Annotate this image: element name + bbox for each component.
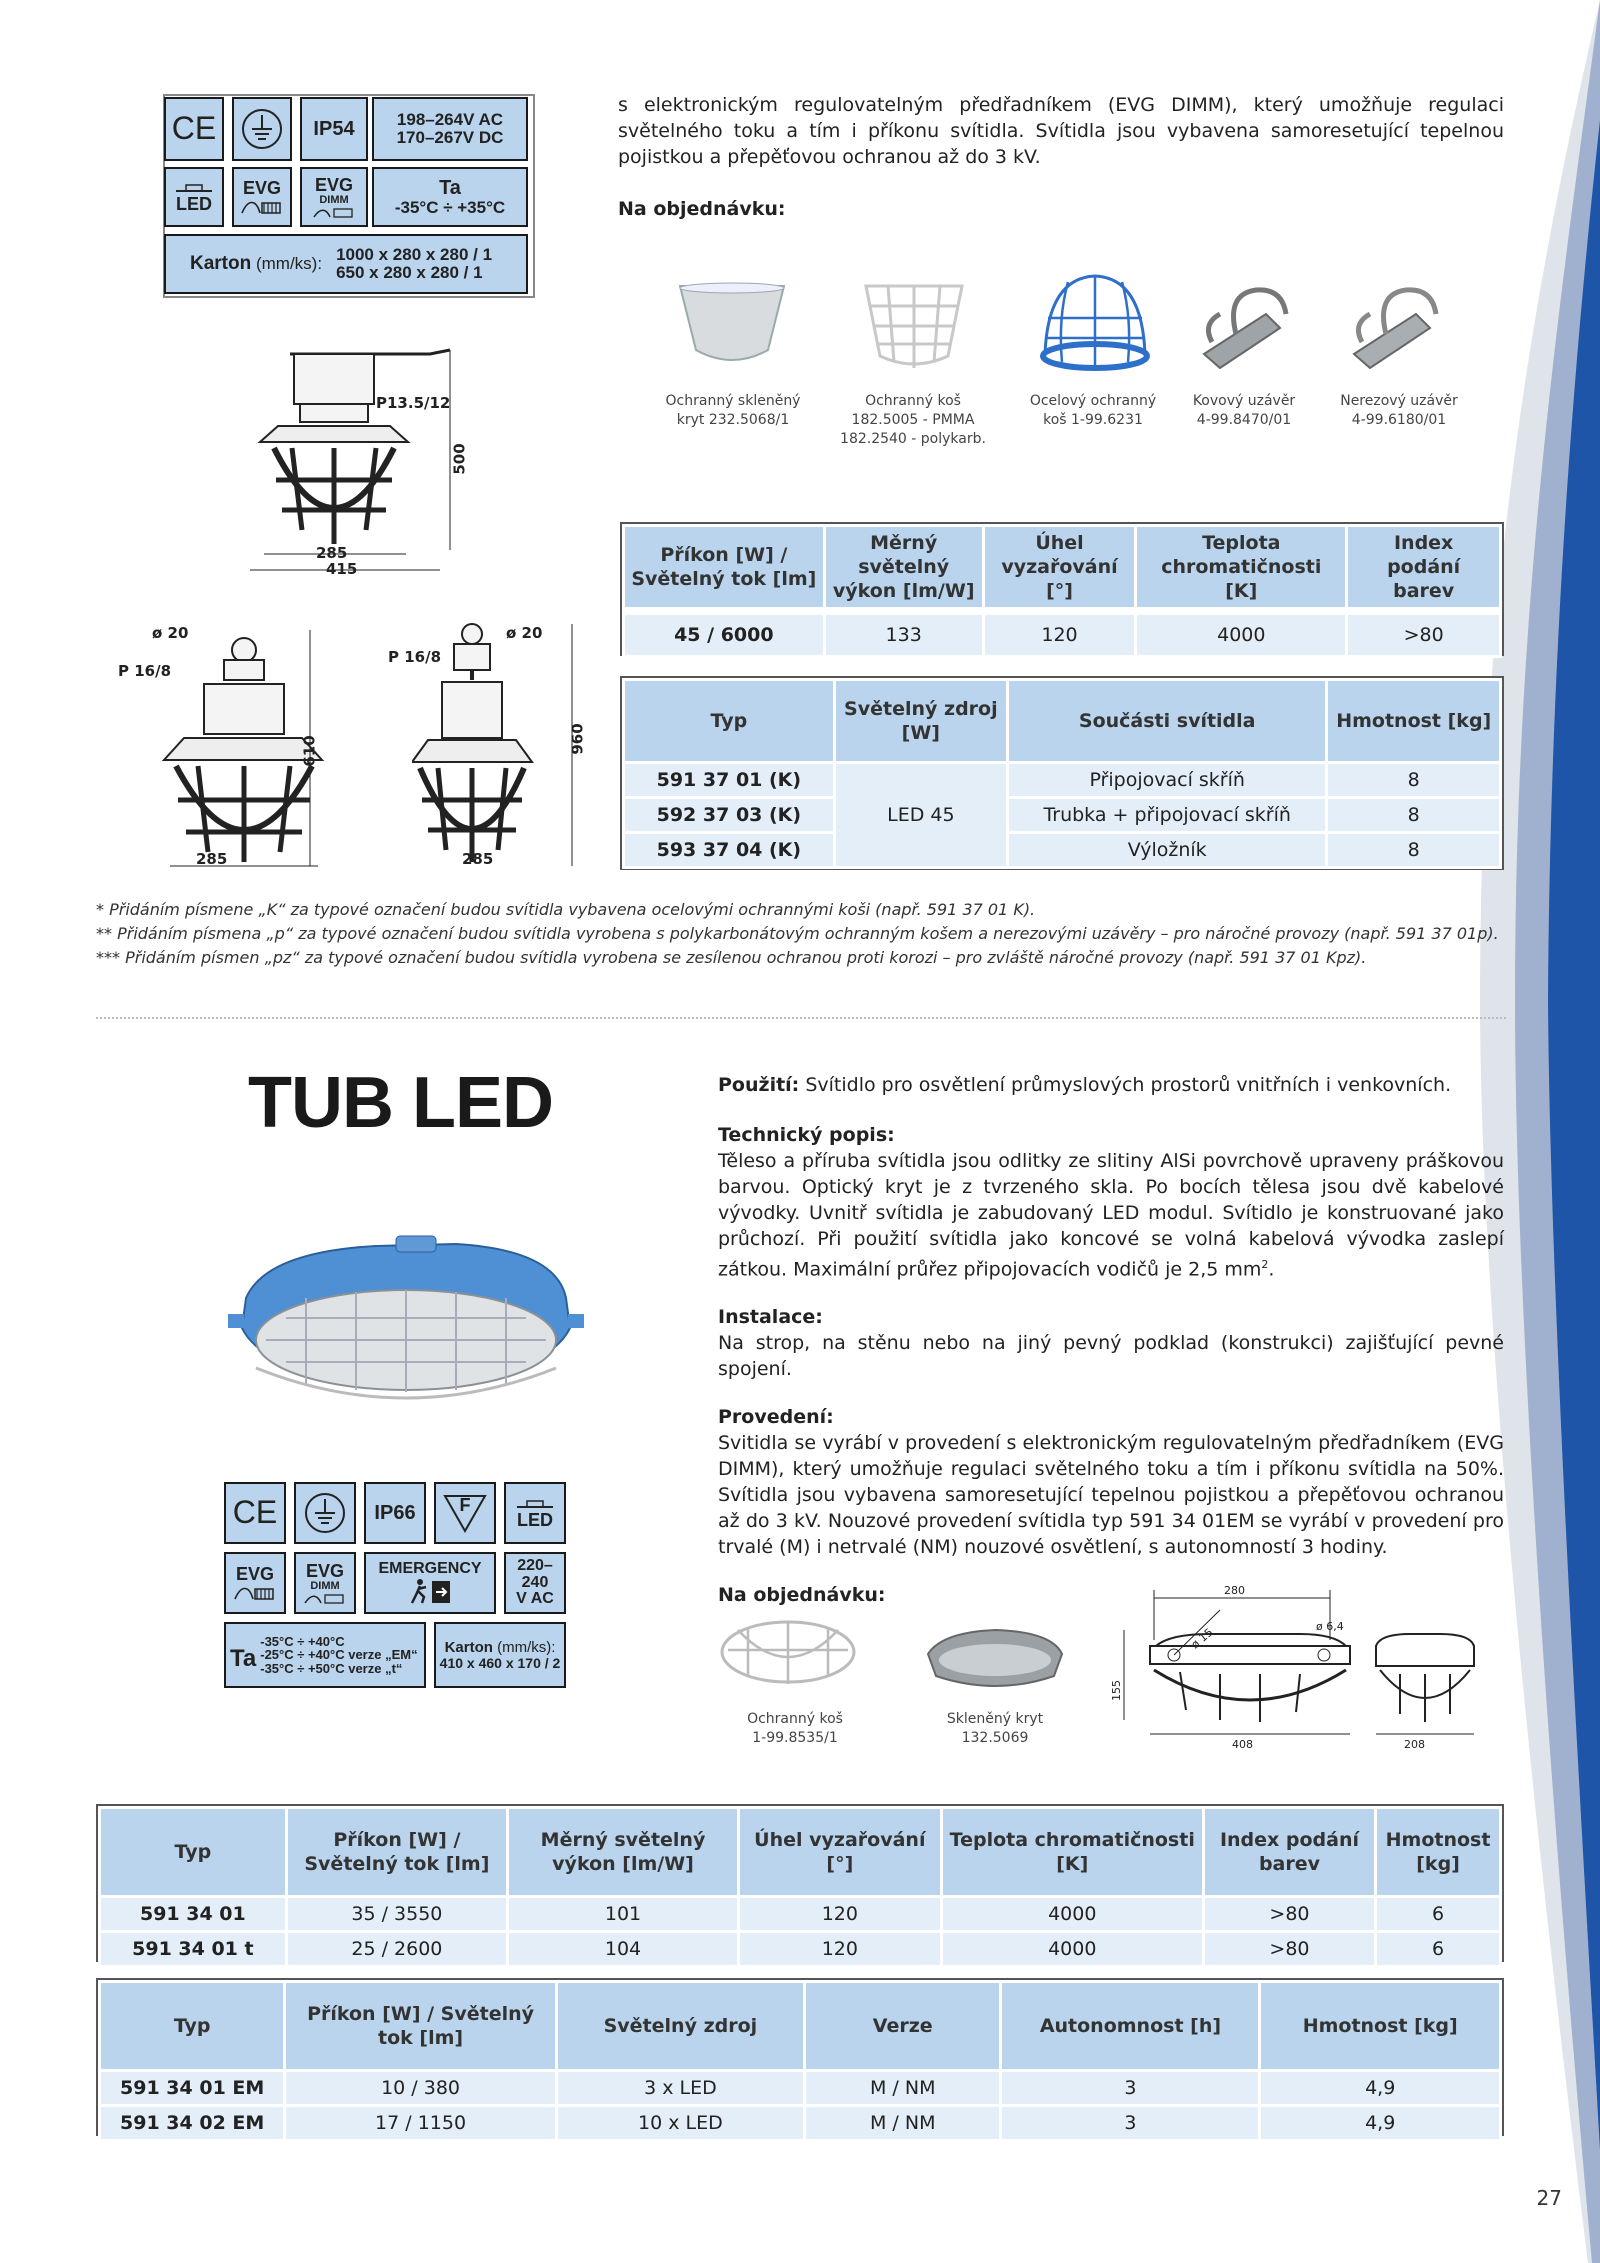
karton-line1: 1000 x 280 x 280 / 1	[336, 245, 493, 265]
steel-basket-image	[1038, 268, 1152, 372]
led-label-2: LED	[517, 1509, 553, 1530]
dim-d2-p: P 16/8	[118, 662, 172, 680]
karton-unit: (mm/ks):	[255, 254, 323, 274]
tub-accessory-2-code: 132.5069	[961, 1730, 1029, 1746]
stainless-cap-image	[1346, 284, 1442, 370]
earth-ground-icon-2	[294, 1482, 356, 1544]
accessory-1-name: Ochranný skleněný	[665, 393, 801, 409]
t3-r1-cct: 4000	[941, 1897, 1203, 1932]
protective-basket-image	[862, 280, 966, 372]
led-lamp-icon-2	[515, 1497, 555, 1511]
karton-badge-2	[434, 1622, 566, 1688]
ballast-icon	[240, 197, 284, 215]
dim-d3-dia: ø 20	[506, 624, 543, 642]
tub-led-drawing	[1110, 1580, 1520, 1760]
metal-cap-image	[1196, 284, 1292, 370]
t4-r2-autonomy: 3	[1001, 2106, 1260, 2141]
dimm-ballast-icon	[312, 206, 356, 218]
t2-part-1: Připojovací skříň	[1007, 763, 1327, 798]
dim-line-d2	[300, 630, 320, 870]
use-text: Svítidlo pro osvětlení průmyslových prostorů vnitřních i venkovních.	[805, 1074, 1452, 1096]
t2-type-2: 592 37 03 (K)	[624, 798, 835, 833]
install-label: Instalace:	[718, 1306, 823, 1329]
dim-d3-h: 960	[568, 723, 587, 755]
table-row	[100, 1897, 1501, 1932]
t4-r1-mass: 4,9	[1260, 2071, 1501, 2106]
emergency-badge	[364, 1552, 496, 1614]
t4-r2-type: 591 34 02 EM	[100, 2106, 285, 2141]
voltage-dc: 170–267V DC	[396, 128, 504, 147]
tub-dim-top: 280	[1224, 1584, 1245, 1597]
tub-accessory-1-name: Ochranný koš	[747, 1711, 843, 1727]
accessory-caption-3	[1010, 392, 1176, 430]
accessory-caption-2	[828, 392, 998, 449]
t1-h-cri: Index podání barev	[1347, 526, 1501, 612]
dimm-ballast-icon-2	[303, 1592, 347, 1604]
t3-r2-angle: 120	[738, 1932, 941, 1967]
t3-r2-cct: 4000	[941, 1932, 1203, 1967]
ta-label-2: Ta	[230, 1645, 257, 1673]
evg-dimm-badge	[300, 167, 368, 227]
accessory-2-name: Ochranný koš	[865, 393, 961, 409]
accessory-4-name: Kovový uzávěr	[1192, 393, 1296, 409]
table-row	[100, 2106, 1501, 2141]
led-lamp-icon	[174, 181, 214, 195]
footnote-1: * Přidáním písmene „K“ za typové označení budou svítidla vybavena ocelovými ochrannými koši (např. 591 37 01 K).	[96, 900, 1036, 919]
accessory-2-code2: 182.2540 - polykarb.	[840, 431, 986, 447]
t1-cct: 4000	[1136, 611, 1347, 657]
dim-d2-h: 610	[300, 735, 319, 767]
t3-h-type: Typ	[100, 1808, 287, 1897]
tech-end: .	[1268, 1258, 1275, 1281]
dim-d1-h: 500	[450, 443, 469, 475]
evg-badge-2	[224, 1552, 286, 1614]
ta-line1: -35°C ÷ +40°C	[260, 1633, 345, 1649]
t3-h-cct: Teplota chromatičnosti [K]	[941, 1808, 1203, 1897]
tub-glass-cover-image	[922, 1626, 1068, 1698]
evg-dimm-top: EVG	[314, 174, 353, 195]
design-text: Svitidla se vyrábí v provedení s elektronickým regulovatelným předřadníkem (EVG DIMM), který umožňuje regulaci světelného toku a tím i příkonu svítidla na 50%. Svítidla jsou vybavena samoresetující tepelnou pojistkou a přepěťovou ochranou až do 3 kV. Nouzové provedení svítidla typ 591 34 01EM se vyrábí v provedení pro trvalé (M) i netrvalé (NM) nouzové osvětlení, s autonomností 3 hodiny.	[718, 1432, 1504, 1559]
evg-dimm-badge-2	[294, 1552, 356, 1614]
table-row	[624, 798, 1501, 833]
install-text: Na strop, na stěnu nebo na jiný pevný podklad (konstrukci) zajišťující pevné spojení.	[718, 1332, 1504, 1381]
t2-source: LED 45	[834, 763, 1007, 868]
top-order-heading: Na objednávku:	[618, 198, 786, 220]
t2-type-3: 593 37 04 (K)	[624, 833, 835, 868]
spec-table-3	[98, 1806, 1502, 1968]
accessory-3-code: koš 1-99.6231	[1043, 412, 1143, 428]
t1-h-power: Příkon [W] / Světelný tok [lm]	[624, 526, 825, 612]
accessory-2-code: 182.5005 - PMMA	[851, 412, 975, 428]
evg-label-2: EVG	[235, 1563, 274, 1584]
t4-r2-source: 10 x LED	[556, 2106, 804, 2141]
ip-rating-badge: IP54	[300, 97, 368, 161]
ta-badge	[372, 167, 528, 227]
evg-badge	[232, 167, 292, 227]
table-row	[624, 611, 1501, 657]
ce-mark: CE	[164, 97, 224, 161]
karton-badge	[164, 234, 528, 294]
voltage-badge-2	[504, 1552, 566, 1614]
t4-h-mass: Hmotnost [kg]	[1260, 1982, 1501, 2071]
t3-r2-type: 591 34 01 t	[100, 1932, 287, 1967]
t1-h-angle: Úhel vyzařování [°]	[983, 526, 1136, 612]
t3-r1-cri: >80	[1203, 1897, 1375, 1932]
ta-badge-2	[224, 1622, 426, 1688]
t3-r1-type: 591 34 01	[100, 1897, 287, 1932]
t2-h-source: Světelný zdroj [W]	[834, 680, 1007, 763]
emergency-exit-icon	[408, 1577, 452, 1605]
evg-label: EVG	[242, 177, 281, 198]
ce-mark-2: CE	[224, 1482, 286, 1544]
ta-range: -35°C ÷ +35°C	[394, 197, 506, 217]
tub-dim-h: 155	[1110, 1680, 1123, 1701]
table3-header-row	[100, 1808, 1501, 1897]
t3-r2-power: 25 / 2600	[286, 1932, 507, 1967]
table4-header-row	[100, 1982, 1501, 2071]
bottom-description	[718, 1072, 1504, 1608]
t1-cri: >80	[1347, 611, 1501, 657]
tub-basket-image	[718, 1610, 858, 1692]
accessory-caption-4	[1164, 392, 1324, 430]
voltage-2-line2: V AC	[516, 1590, 554, 1608]
t3-r2-cri: >80	[1203, 1932, 1375, 1967]
tub-dim-bolt: ø 6,4	[1316, 1620, 1344, 1633]
led-badge-2	[504, 1482, 566, 1544]
voltage-2-line1: 220–240	[517, 1556, 553, 1591]
ballast-icon-2	[233, 1583, 277, 1601]
design-label: Provedení:	[718, 1406, 834, 1429]
accessory-5-name: Nerezový uzávěr	[1340, 393, 1458, 409]
t4-h-power: Příkon [W] / Světelný tok [lm]	[285, 1982, 556, 2071]
f-mark-label: F	[459, 1495, 471, 1515]
t2-type-1: 591 37 01 (K)	[624, 763, 835, 798]
t1-power: 45 / 6000	[624, 611, 825, 657]
t4-r2-version: M / NM	[805, 2106, 1001, 2141]
ta-line2: -25°C ÷ +40°C verze „EM“	[260, 1647, 418, 1663]
t2-mass-3: 8	[1327, 833, 1501, 868]
emergency-label: EMERGENCY	[378, 1559, 482, 1577]
led-label: LED	[176, 193, 212, 214]
t1-h-efficacy: Měrný světelný výkon [lm/W]	[824, 526, 983, 612]
karton-label: Karton	[190, 253, 252, 275]
glass-cover-image	[676, 280, 788, 370]
ip66-badge: IP66	[364, 1482, 426, 1544]
accessory-1-code: kryt 232.5068/1	[676, 412, 790, 428]
tub-accessory-caption-1	[712, 1710, 878, 1748]
t3-h-efficacy: Měrný světelný výkon [lm/W]	[508, 1808, 739, 1897]
footnote-3: *** Přidáním písmen „pz“ za typové označení budou svítidla vyrobena se zesílenou ochranou proti korozi – pro zvláště náročné provozy (např. 591 37 01 Kpz).	[96, 948, 1367, 967]
dim-d2-w: 285	[196, 850, 228, 868]
accessory-caption-5	[1316, 392, 1482, 430]
accessory-caption-1	[650, 392, 816, 430]
page-number: 27	[1536, 2186, 1562, 2210]
t2-mass-1: 8	[1327, 763, 1501, 798]
ta-line3: -35°C ÷ +50°C verze „t“	[260, 1660, 403, 1676]
bottom-order-heading: Na objednávku:	[718, 1584, 886, 1607]
t3-h-angle: Úhel vyzařování [°]	[738, 1808, 941, 1897]
t2-part-2: Trubka + připojovací skříň	[1007, 798, 1327, 833]
t1-efficacy: 133	[824, 611, 983, 657]
dim-d1-w2: 415	[326, 560, 358, 578]
karton-unit-2: (mm/ks):	[497, 1638, 556, 1656]
tub-dim-side: 208	[1404, 1738, 1425, 1751]
f-mark-badge	[434, 1482, 496, 1544]
tech-text: Těleso a příruba svítidla jsou odlitky ze slitiny AlSi povrchově upraveny práškovou barvou. Optický kryt je z tvrzeného skla. Po bocích tělesa jsou dvě kabelové vývodky. Uvnitř svítidla je zabudovaný LED modul. Svítidlo je konstruované jako průchozí. Při použití svítidla jako koncové se volná kabelová vývodka zaslepí zátkou. Maximální průřez připojovacích vodičů je 2,5 mm	[718, 1150, 1504, 1281]
led-badge	[164, 167, 224, 227]
t4-r1-autonomy: 3	[1001, 2071, 1260, 2106]
spec-table-4	[98, 1980, 1502, 2142]
evg-dimm-bottom: DIMM	[319, 193, 349, 206]
t4-h-autonomy: Autonomnost [h]	[1001, 1982, 1260, 2071]
dim-d1-p: P13.5/12	[376, 394, 451, 412]
table-row	[624, 833, 1501, 868]
tub-dim-dia: ø 15	[1188, 1625, 1216, 1652]
accessory-4-code: 4-99.8470/01	[1196, 412, 1292, 428]
t4-h-type: Typ	[100, 1982, 285, 2071]
t3-r1-efficacy: 101	[508, 1897, 739, 1932]
t2-mass-2: 8	[1327, 798, 1501, 833]
product-title: TUB LED	[248, 1063, 553, 1143]
t1-angle: 120	[983, 611, 1136, 657]
t4-r1-power: 10 / 380	[285, 2071, 556, 2106]
top-description: s elektronickým regulovatelným předřadníkem (EVG DIMM), který umožňuje regulaci světelného toku a tím i příkonu svítidla. Svítidla jsou vybavena samoresetující tepelnou pojistkou a přepěťovou ochranou až do 3 kV.	[618, 94, 1504, 168]
tub-led-product-image	[226, 1228, 586, 1408]
accessory-3-name: Ocelový ochranný	[1029, 393, 1157, 409]
footnote-2: ** Přidáním písmena „p“ za typové označení budou svítidla vyrobena s polykarbonátovým ochranným košem a nerezovými uzávěry – pro náročné provozy (např. 591 37 01p).	[96, 924, 1499, 943]
table-row	[100, 2071, 1501, 2106]
t4-h-source: Světelný zdroj	[556, 1982, 804, 2071]
accessory-5-code: 4-99.6180/01	[1351, 412, 1447, 428]
use-label: Použití:	[718, 1074, 800, 1096]
dim-d2-dia: ø 20	[152, 624, 189, 642]
t3-r1-angle: 120	[738, 1897, 941, 1932]
t2-part-3: Výložník	[1007, 833, 1327, 868]
karton-label-2: Karton	[444, 1638, 493, 1656]
t3-r2-efficacy: 104	[508, 1932, 739, 1967]
tech-sup: 2	[1261, 1258, 1269, 1271]
voltage-badge	[372, 97, 528, 161]
spec-table-1	[622, 524, 1502, 658]
t4-r2-power: 17 / 1150	[285, 2106, 556, 2141]
tub-accessory-2-name: Skleněný kryt	[946, 1711, 1044, 1727]
section-divider	[96, 1017, 1506, 1019]
table1-header-row	[624, 526, 1501, 612]
t1-h-cct: Teplota chromatičnosti [K]	[1136, 526, 1347, 612]
ta-label: Ta	[439, 176, 461, 199]
t2-h-mass: Hmotnost [kg]	[1327, 680, 1501, 763]
spec-table-2	[622, 678, 1502, 869]
t4-r1-type: 591 34 01 EM	[100, 2071, 285, 2106]
t3-r2-mass: 6	[1376, 1932, 1501, 1967]
dim-d1-w1: 285	[316, 544, 348, 562]
t2-h-parts: Součásti svítidla	[1007, 680, 1327, 763]
t3-r1-mass: 6	[1376, 1897, 1501, 1932]
dim-d3-w: 285	[462, 850, 494, 868]
tech-label: Technický popis:	[718, 1124, 895, 1146]
t4-r1-source: 3 x LED	[556, 2071, 804, 2106]
table-row	[100, 1932, 1501, 1967]
dim-d3-p: P 16/8	[388, 648, 442, 666]
t3-h-power: Příkon [W] / Světelný tok [lm]	[286, 1808, 507, 1897]
evg-dimm-top-2: EVG	[305, 1560, 344, 1581]
t4-h-version: Verze	[805, 1982, 1001, 2071]
karton-value-2: 410 x 460 x 170 / 2	[439, 1654, 561, 1671]
tub-accessory-1-code: 1-99.8535/1	[752, 1730, 838, 1746]
t3-h-mass: Hmotnost [kg]	[1376, 1808, 1501, 1897]
earth-ground-icon	[232, 97, 292, 161]
voltage-ac: 198–264V AC	[396, 110, 504, 130]
t3-r1-power: 35 / 3550	[286, 1897, 507, 1932]
t4-r2-mass: 4,9	[1260, 2106, 1501, 2141]
tub-accessory-caption-2	[912, 1710, 1078, 1748]
table2-header-row	[624, 680, 1501, 763]
t2-h-type: Typ	[624, 680, 835, 763]
t4-r1-version: M / NM	[805, 2071, 1001, 2106]
evg-dimm-bottom-2: DIMM	[310, 1579, 340, 1592]
t3-h-cri: Index podání barev	[1203, 1808, 1375, 1897]
karton-line2: 650 x 280 x 280 / 1	[336, 263, 483, 282]
tub-dim-w: 408	[1232, 1738, 1253, 1751]
table-row	[624, 763, 1501, 798]
